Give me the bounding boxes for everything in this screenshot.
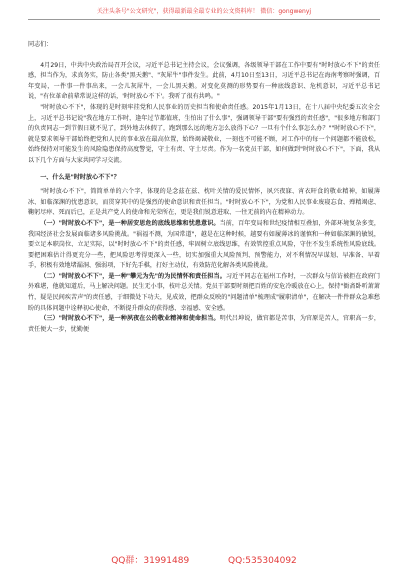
section-2-title: （二）"时时放心不下"，是一种"攀元为先"的为民情怀和责任担当。 (40, 272, 226, 280)
footer-qq-group: QQ群：31991489 (111, 556, 190, 566)
paragraph-2: "时时放心不下"，体现的是时刻牢挂党和人民事业的历史担当和使命责任感。2015年1月13日，在十八届中央纪委五次全会上，习近平总书记说"我在地方工作时，逢年过节都值班，生怕出了什么事"，强调领导干部"要有强烈的责任感"，"很多地方和部门的负责同志一到节假日就不见了，到外地去休假了，跑到那么远的地方怎么放得下心？一旦有个什么事怎么办？""时时放心不下"，就是要求领导干部始终把党和人民的事业放在最高位置，始终竭诚敬业，一刻也不可能不顾，对工作中的每一个问题都不能放松，始终保持对可能发生的风险隐患保持高度警觉，守土有责、守土尽责。作为一名党员干部，如何做到"时时放心不下"，下面，我从以下几个方面与大家共同学习交流。 (28, 103, 380, 164)
section-2-body: 习近平同志在福州工作时，一次群众与信访被拒在政府门外难堪，他就知道后，马上解决问题。民生无小事，枝叶总关情。党员干部要时刻把百姓的安危冷暖放在心上，保持"衙斋卧听萧萧竹，疑是民间疾苦声"的责任感，于细微处下功夫，见成效，把群众反映的"问题清单"梳理成"履职清单"，在解决一件件群众急难愁盼的具体问题中诠释初心使命，不断提升群众的获得感、幸福感、安全感。 (28, 272, 381, 312)
paragraph-1: 4月29日，中共中央政治局召开会议，习近平总书记主持会议，会议强调，各级领导干部在工作中要有"时时放心不下"的责任感，担当作为，求真务实，防止各类"黑天鹅"、"灰犀牛"事件发生。此前，4月10日至13日，习近平总书记在海南考察时强调，百年变局，一件事一件事出来，一会儿灰犀牛，一会儿黑天鹅。对变化莫测的形势要有一种底线意识、危机意识，习近平总书记说，"有位革命前辈常说这样的话，'时时放心不下'。我听了很有共鸣。" (28, 61, 380, 101)
header-divider (28, 19, 380, 20)
header-banner: 关注头条号"公文研究"，获得最新最全最专业的公文资料库！ 微信：gongwenyj (96, 8, 312, 15)
footer-contact (0, 553, 408, 566)
greeting: 同志们： (28, 41, 53, 48)
document-body (28, 40, 380, 335)
heading-1: 一、什么是"时时放心不下"？ (40, 173, 120, 181)
section-3-body: 明代吕坤说，做官都是苦事，为官原是苦人，官职高一步，责任便大一步，忧勤便 (28, 315, 380, 333)
section-1-title: （一）"时时放心不下"，是一种居安思危的底线思维和忧患意识。 (40, 219, 220, 227)
section-3 (28, 314, 380, 335)
paragraph-3: "时时放心不下"，简简单单的六个字，体现的是念兹在兹、枕叶关情的爱民情怀，夙兴夜寐、宵衣旰食的敬业精神，如履薄冰、如临深渊的忧患意识，而贯穿其中的是强烈的使命意识和责任担当。"时时放心不下"，为党和人民事业废寝忘食、殚精竭虑、鞠躬尽瘁、死而后已，正是共产党人的使命和光荣所在，更是我们锐意进取、一往无前的内在精神动力。 (28, 188, 380, 217)
section-3-title: （三）"时时放心不下"，是一种夙夜在公的敬业精神和使命担当。 (40, 315, 220, 323)
footer-qq-number: QQ:535304092 (228, 556, 297, 566)
section-1 (28, 219, 380, 272)
section-2 (28, 272, 380, 314)
section-1-body: 当前，百年变局和世纪疫情相互叠加，外部环境复杂多变，我国经济社会发展面临诸多风险挑战。"祸福不测，为国常道"，越是在这种时候，越要有如履薄冰的谨慎和一种如临深渊的敏锐，要立足本职岗位、立足实际，以"时时放心不下"的责任感，牢固树立底线思维，有效管控重点风险，守住不发生系统性风险底线。要把困难估计得更充分一些，把风险思考得更深入一些，切实加强重大风险预判、预警能力，对不利情况早谋划、早准备、早着手，积极有效地堵漏洞、强弱项，下好先手棋，打好主动仗，有效防范化解各类风险挑战。 (28, 219, 380, 270)
